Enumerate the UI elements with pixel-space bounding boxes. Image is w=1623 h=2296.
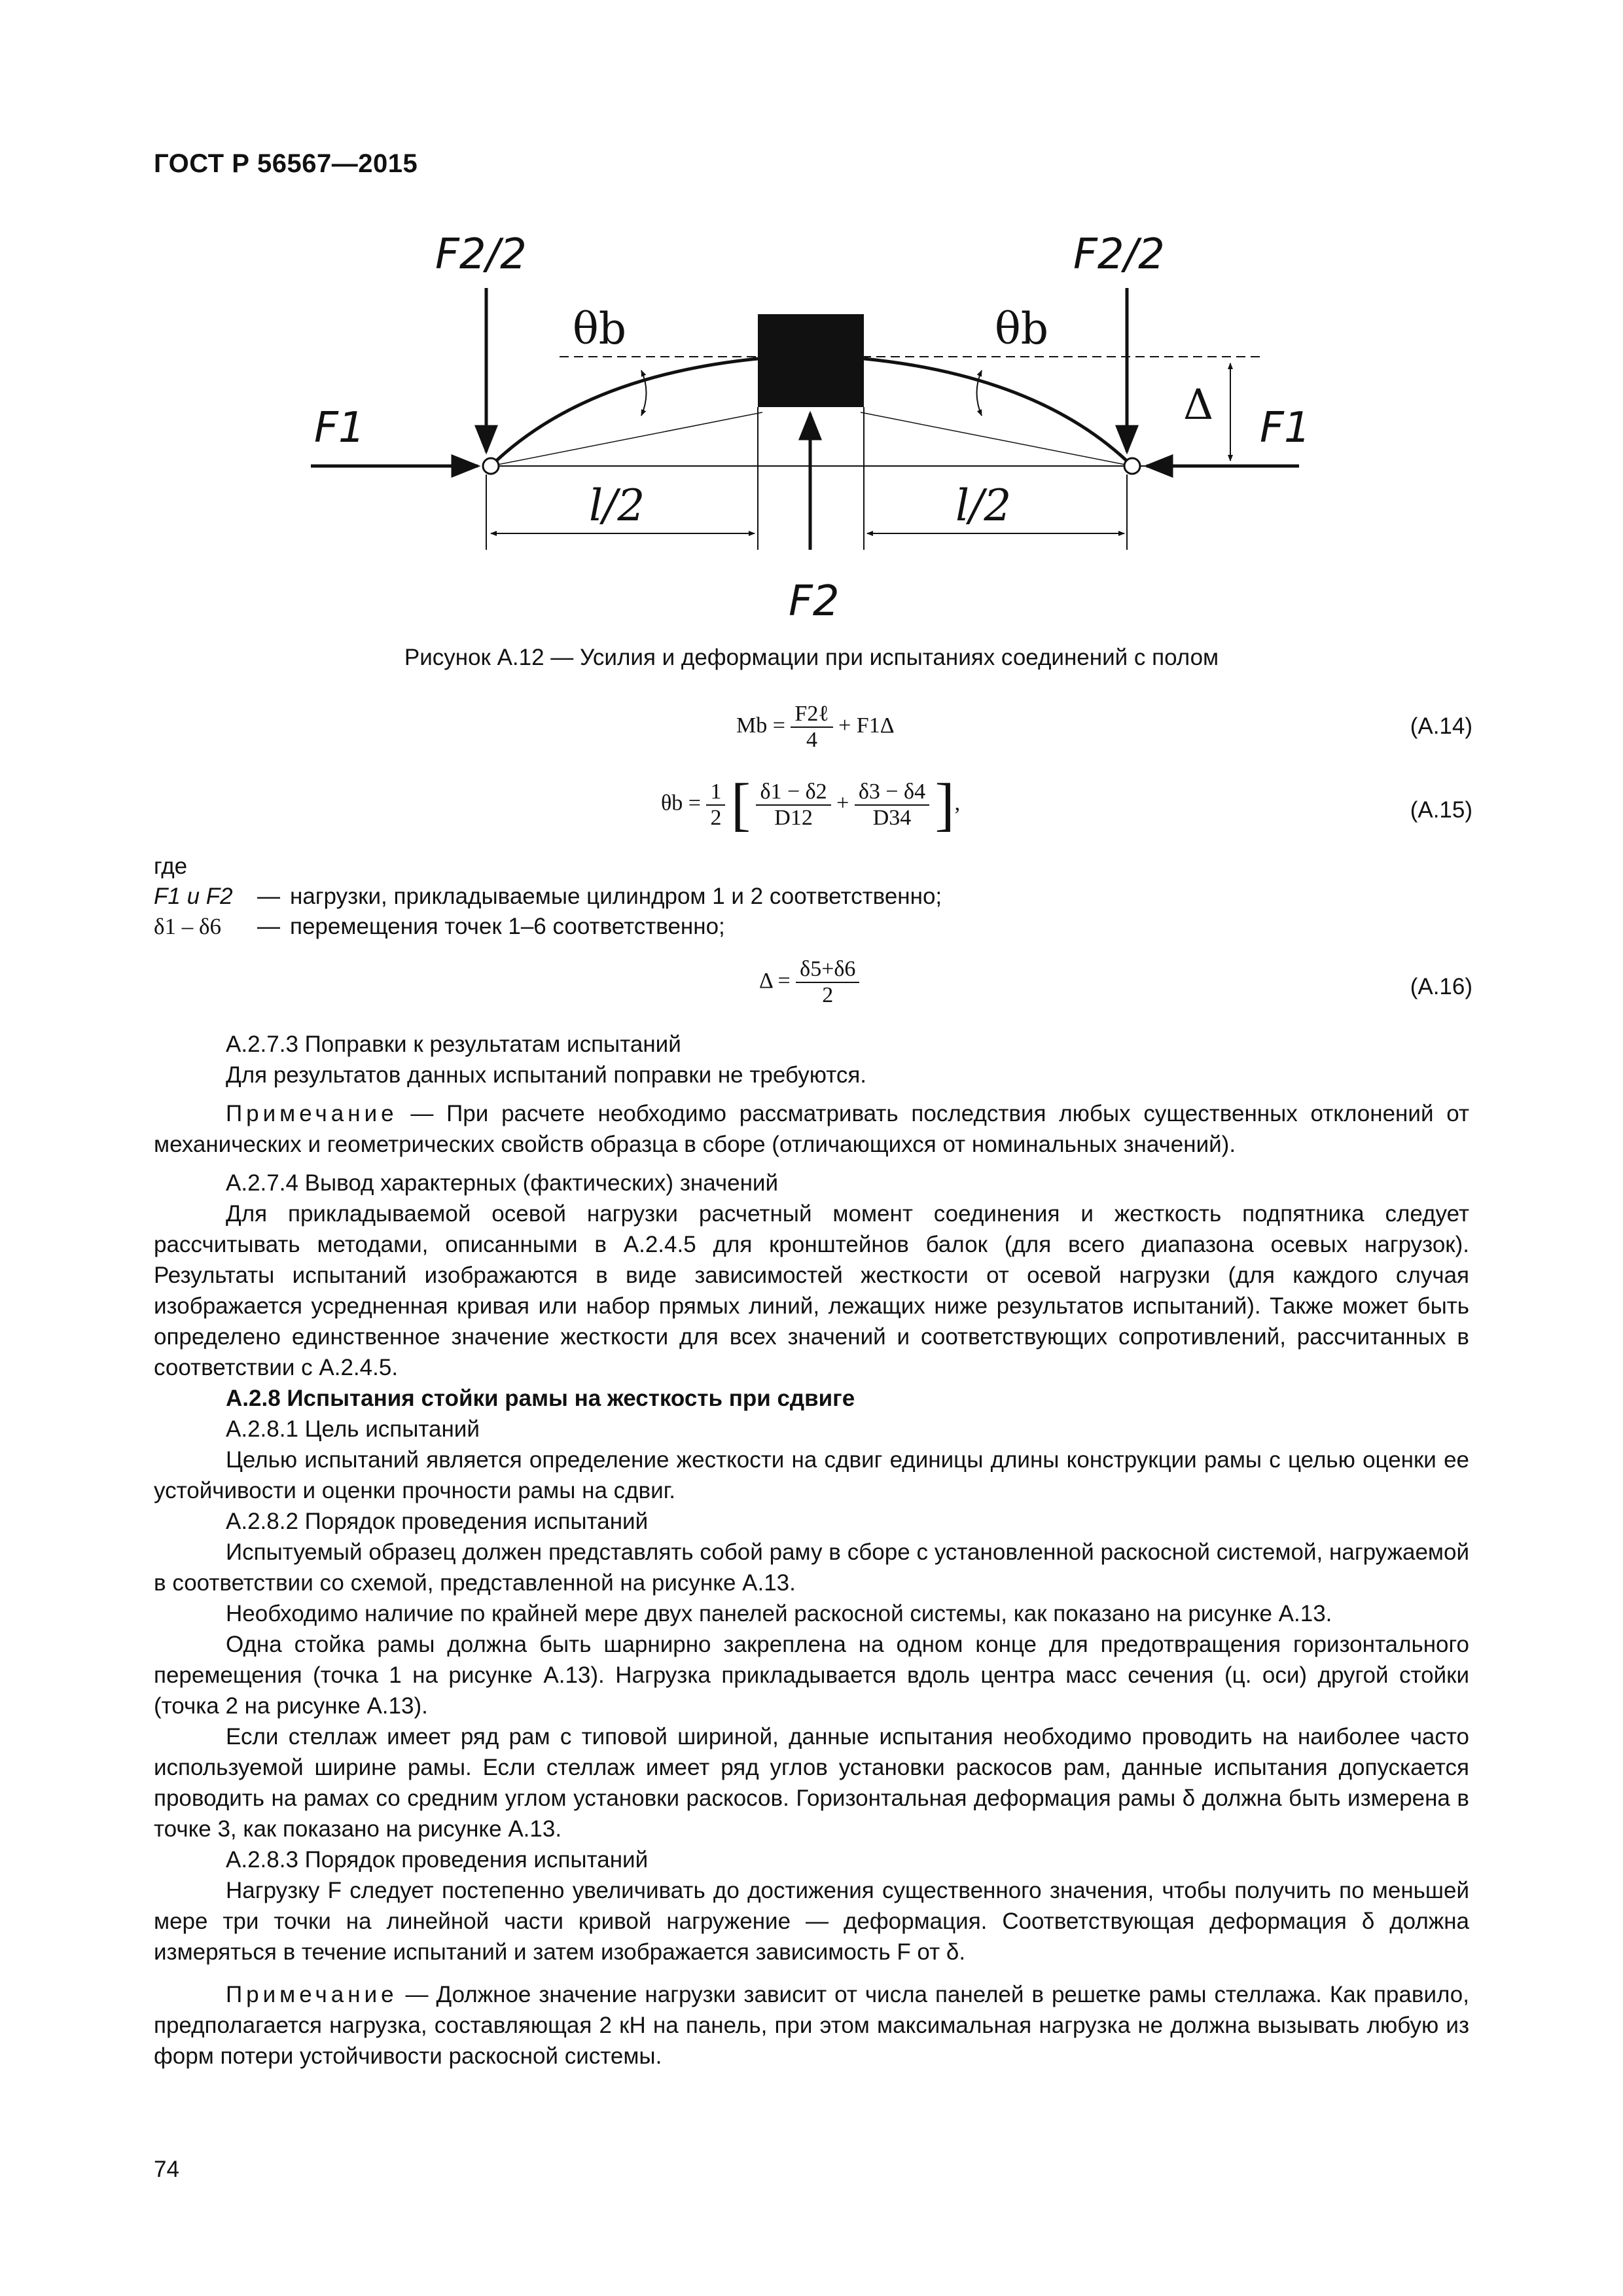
section-title-a274: А.2.7.4 Вывод характерных (фактических) значений xyxy=(226,1170,779,1196)
paragraph-a274: Для прикладываемой осевой нагрузки расчетный момент соединения и жесткость подпятника следует рассчитывать методами, описанными в А.2.4.5 для кронштейнов балок (для всего диапазона осевых нагрузок). Результаты испытаний изображаются в виде зависимостей жесткости от осевой нагрузки (для каждого случая изображается усредненная кривая или набор прямых линий, лежащих ниже результатов испытаний). Также может быть определено единственное значение жесткости для всех значений и соответствующих сопротивлений, рассчитанных в соответствии с А.2.4.5. xyxy=(154,1201,1469,1380)
eq-a15-term1 xyxy=(756,780,830,831)
note-2 xyxy=(154,1979,1469,2072)
eq-a15-lhs: θb = xyxy=(661,791,701,816)
eq-a14-num: F2ℓ xyxy=(791,702,832,728)
equation-a14 xyxy=(736,702,895,753)
section-title-a28: А.2.8 Испытания стойки рамы на жесткость при сдвиге xyxy=(226,1386,855,1411)
where-block xyxy=(154,851,1469,942)
eq-a16-lhs: Δ = xyxy=(759,968,791,993)
label-l-half-right: l/2 xyxy=(955,480,1012,531)
label-theta-right: θb xyxy=(995,304,1048,354)
eq-a14-fraction xyxy=(791,702,832,753)
equation-a16 xyxy=(759,957,859,1008)
paragraph-a282-2: Необходимо наличие по крайней мере двух панелей раскосной системы, как показано на рисунке А.13. xyxy=(226,1601,1332,1626)
paragraph-a282-1: Испытуемый образец должен представлять собой раму в сборе с установленной раскосной системой, нагружаемой в соответствии со схемой, представленной на рисунке А.13. xyxy=(154,1539,1469,1596)
eq-a15-plus: + xyxy=(836,791,849,816)
equation-a15: θb = $\frac{1}{2}$ [ $\frac{\delta 1 - \delta 2}{D12}$ + $\frac{\delta 3 - \delta 4}{D34}$ ], xyxy=(661,772,961,837)
eq-a15-half-num: 1 xyxy=(706,780,725,806)
where-dash: — xyxy=(257,914,280,939)
note-1 xyxy=(154,1098,1469,1160)
label-theta-left: θb xyxy=(573,304,626,354)
label-f2-bottom: F2 xyxy=(789,577,840,626)
label-f1-right: F1 xyxy=(1260,404,1311,452)
where-row xyxy=(154,912,1469,942)
figure-caption: Рисунок А.12 — Усилия и деформации при испытаниях соединений с полом xyxy=(404,645,1219,670)
section-title-a273: А.2.7.3 Поправки к результатам испытаний xyxy=(226,1031,681,1057)
eq-a16-den: 2 xyxy=(822,983,834,1007)
where-text: нагрузки, прикладываемые цилиндром 1 и 2 соответственно; xyxy=(290,884,942,909)
section-title-a281: А.2.8.1 Цель испытаний xyxy=(226,1416,480,1442)
eq-a16-fraction xyxy=(796,957,859,1008)
label-f2-half-right: F2/2 xyxy=(1073,230,1165,279)
eq-a15-d1: D12 xyxy=(774,805,813,830)
page-number: 74 xyxy=(154,2157,179,2182)
equation-a15-number: (А.15) xyxy=(1410,797,1472,823)
label-f2-half-left: F2/2 xyxy=(435,230,527,279)
eq-a15-n1: δ1 − δ2 xyxy=(756,780,830,806)
where-symbol: F1 и F2 xyxy=(154,884,233,909)
label-l-half-left: l/2 xyxy=(589,480,645,531)
label-delta: Δ xyxy=(1183,381,1214,429)
eq-a14-lhs: Mb = xyxy=(736,713,785,738)
section-title-a282: А.2.8.2 Порядок проведения испытаний xyxy=(226,1509,649,1534)
eq-a15-tail: , xyxy=(954,791,961,816)
figure-a12-diagram xyxy=(301,216,1322,648)
where-symbol: δ1 – δ6 xyxy=(154,914,221,939)
where-label: где xyxy=(154,853,188,879)
eq-a15-term2 xyxy=(855,780,929,831)
equation-a14-number: (А.14) xyxy=(1410,713,1472,739)
document-header: ГОСТ Р 56567—2015 xyxy=(154,149,418,178)
eq-a15-half xyxy=(706,780,725,831)
paragraph-a281: Целью испытаний является определение жесткости на сдвиг единицы длины конструкции рамы с целью оценки ее устойчивости и оценки прочности рамы на сдвиг. xyxy=(154,1447,1469,1503)
eq-a16-num: δ5+δ6 xyxy=(796,957,859,983)
label-f1-left: F1 xyxy=(314,404,365,452)
note-1-text: — При расчете необходимо рассматривать последствия любых существенных отклонений от механических и геометрических свойств образца в сборе (отличающихся от номинальных значений). xyxy=(154,1101,1469,1157)
note-2-label: Примечание xyxy=(226,1982,398,2007)
paragraph-a282-3: Одна стойка рамы должна быть шарнирно закреплена на одном конце для предотвращения горизонтального перемещения (точка 1 на рисунке А.13). Нагрузка прикладывается вдоль центра масс сечения (ц. оси) другой стойки (точка 2 на рисунке А.13). xyxy=(154,1632,1469,1719)
note-2-text: — Должное значение нагрузки зависит от числа панелей в решетке рамы стеллажа. Как правило, предполагается нагрузка, составляющая 2 кН на панель, при этом максимальная нагрузка не должна вызывать любую из форм потери устойчивости раскосной системы. xyxy=(154,1982,1469,2069)
paragraph-a283: Нагрузку F следует постепенно увеличивать до достижения существенного значения, чтобы получить по меньшей мере три точки на линейной части кривой нагружение — деформация. Соответствующая деформация δ должна измеряться в течение испытаний и затем изображается зависимость F от δ. xyxy=(154,1878,1469,1965)
eq-a15-n2: δ3 − δ4 xyxy=(855,780,929,806)
eq-a15-half-den: 2 xyxy=(710,805,722,830)
eq-a14-rhs: + F1Δ xyxy=(838,713,895,738)
paragraph-a282-4: Если стеллаж имеет ряд рам с типовой шириной, данные испытания необходимо проводить на наиболее часто используемой ширине рамы. Если стеллаж имеет ряд углов установки раскосов рам, данные испытания допускается проводить на рамах со средним углом установки раскосов. Горизонтальная деформация рамы δ должна быть измерена в точке 3, как показано на рисунке А.13. xyxy=(154,1724,1469,1842)
section-title-a283: А.2.8.3 Порядок проведения испытаний xyxy=(226,1847,649,1873)
where-row xyxy=(154,882,1469,912)
equation-a16-number: (А.16) xyxy=(1410,974,1472,999)
where-dash: — xyxy=(257,884,280,909)
eq-a14-den: 4 xyxy=(806,728,817,752)
main-text xyxy=(154,1029,1469,2072)
note-1-label: Примечание xyxy=(226,1101,398,1126)
paragraph-a273: Для результатов данных испытаний поправки не требуются. xyxy=(226,1062,867,1088)
eq-a15-d2: D34 xyxy=(872,805,912,830)
where-text: перемещения точек 1–6 соответственно; xyxy=(290,914,725,939)
